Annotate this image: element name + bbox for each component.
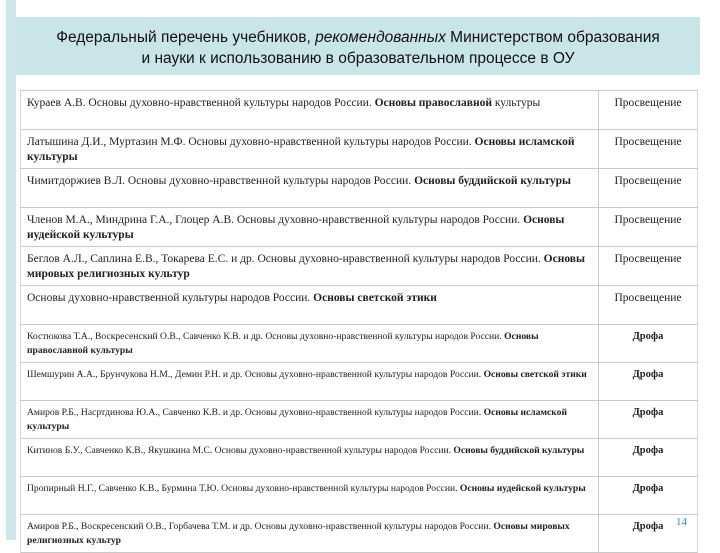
title-line2: и науки к использованию в образовательном процессе в ОУ <box>141 50 575 67</box>
textbook-title: Костюкова Т.А., Воскресенский О.В., Савченко К.В. и др. Основы духовно-нравственной культуры народов России. Основы православной культуры <box>21 325 599 362</box>
table-row <box>20 91 698 130</box>
table-row <box>20 130 698 169</box>
textbook-title: Амиров Р.Б., Воскресенский О.В., Горбачева Т.М. и др. Основы духовно-нравственной культуры народов России. Основы мировых религиозных культур <box>21 515 599 552</box>
publisher: Дрофа <box>632 369 664 380</box>
table-row <box>20 208 698 247</box>
header-band <box>16 17 700 75</box>
publisher: Просвещение <box>614 175 682 187</box>
table-row <box>20 169 698 208</box>
publisher: Просвещение <box>614 136 682 148</box>
textbook-title: Беглов А.Л., Саплина Е.В., Токарева Е.С. и др. Основы духовно-нравственной культуры народов России. Основы мировых религиозных культур <box>21 247 599 285</box>
publisher: Дрофа <box>632 331 664 342</box>
title-part1: Федеральный перечень учебников, <box>56 29 316 46</box>
publisher: Просвещение <box>614 214 682 226</box>
textbook-title: Амиров Р.Б., Насртдинова Ю.А., Савченко К.В. и др. Основы духовно-нравственной культуры народов России. Основы исламской культуры <box>21 401 599 438</box>
table-row <box>20 439 698 477</box>
textbook-title: Основы духовно-нравственной культуры народов России. Основы светской этики <box>21 286 599 324</box>
textbook-title: Шемшурин А.А., Брунчукова Н.М., Демин Р.Н. и др. Основы духовно-нравственной культуры народов России. Основы светской этики <box>21 363 599 400</box>
textbook-title: Латышина Д.И., Муртазин М.Ф. Основы духовно-нравственной культуры народов России. Основы исламской культуры <box>21 130 599 168</box>
publisher: Дрофа <box>632 407 664 418</box>
title-italic: рекомендованных <box>315 29 446 46</box>
page-number: 14 <box>676 516 687 528</box>
table-row <box>20 325 698 363</box>
left-frame-bar <box>6 0 16 540</box>
table-row <box>20 515 698 553</box>
table-row <box>20 477 698 515</box>
publisher: Дрофа <box>632 483 664 494</box>
table-row <box>20 363 698 401</box>
textbook-title: Пропирный Н.Г., Савченко К.В., Бурмина Т.Ю. Основы духовно-нравственной культуры народов России. Основы иудейской культуры <box>21 477 599 514</box>
textbook-title: Китинов Б.У., Савченко К.В., Якушкина М.С. Основы духовно-нравственной культуры народов России. Основы буддийской культуры <box>21 439 599 476</box>
page-title <box>56 23 660 69</box>
publisher: Просвещение <box>614 97 682 109</box>
publisher: Дрофа <box>632 521 664 532</box>
textbook-table <box>20 90 698 553</box>
title-part2: Министерством образования <box>445 29 660 46</box>
textbook-title: Членов М.А., Миндрина Г.А., Глоцер А.В. Основы духовно-нравственной культуры народов России. Основы иудейской культуры <box>21 208 599 246</box>
textbook-title: Кураев А.В. Основы духовно-нравственной культуры народов России. Основы православной культуры <box>21 91 599 129</box>
textbook-title: Чимитдоржиев В.Л. Основы духовно-нравственной культуры народов России. Основы буддийской культуры <box>21 169 599 207</box>
publisher: Просвещение <box>614 253 682 265</box>
table-row <box>20 286 698 325</box>
publisher: Просвещение <box>614 292 682 304</box>
publisher: Дрофа <box>632 445 664 456</box>
table-row <box>20 247 698 286</box>
table-row <box>20 401 698 439</box>
